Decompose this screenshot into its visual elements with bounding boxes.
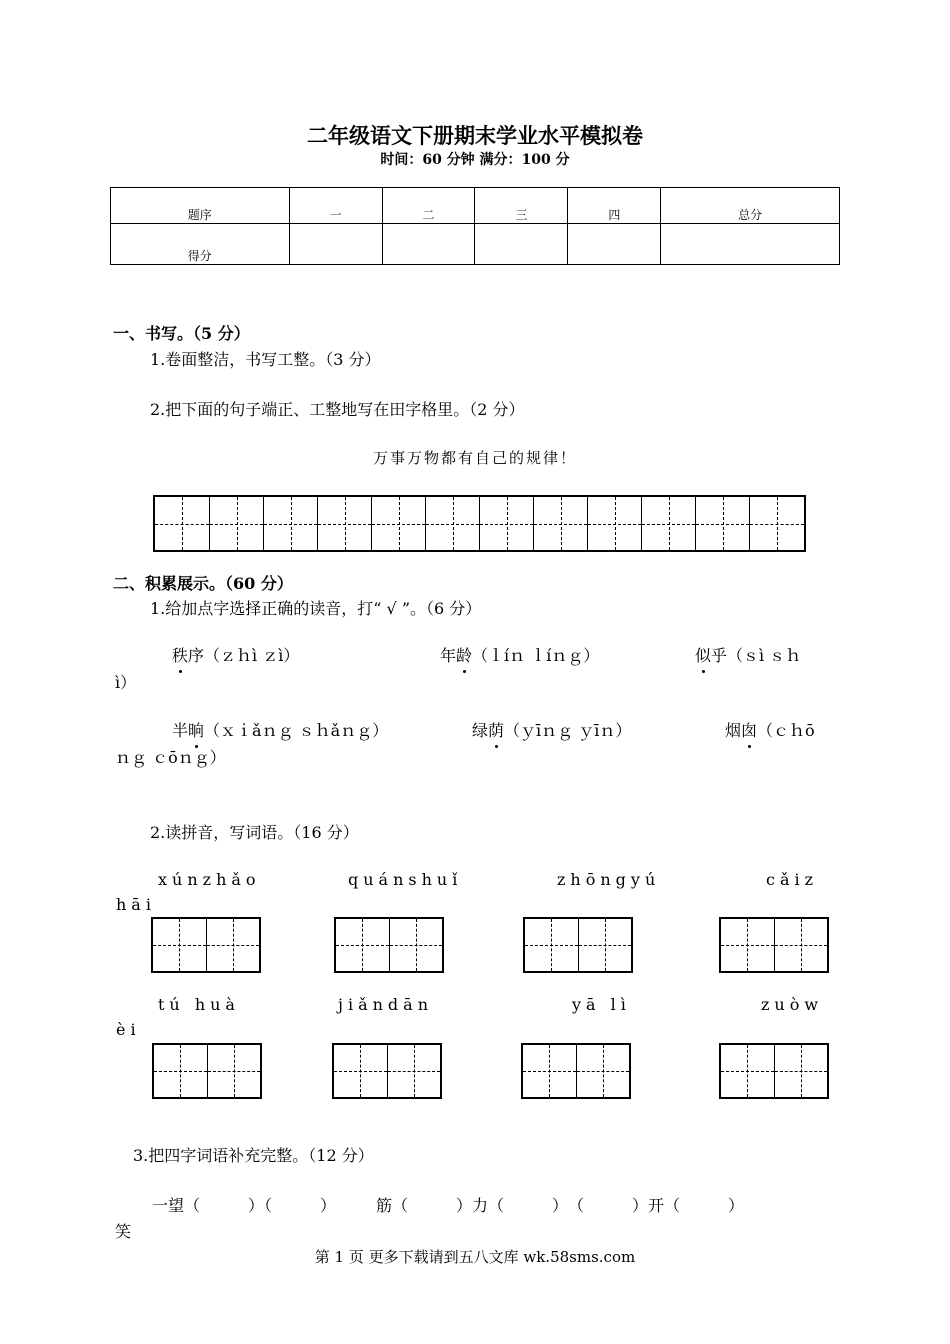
pinyin-label: zuòw	[761, 995, 824, 1014]
pinyin-label: cǎiz	[766, 870, 819, 889]
tianzige-cell[interactable]	[749, 497, 804, 550]
word-grid[interactable]	[152, 1043, 262, 1099]
tianzige-cell[interactable]	[317, 497, 371, 550]
tianzige-cell[interactable]	[153, 919, 206, 971]
tianzige-cell[interactable]	[207, 1045, 260, 1097]
idiom-fill-wrap: 笑	[115, 1222, 132, 1241]
tianzige-cell[interactable]	[523, 1045, 576, 1097]
pinyin-label: xúnzhǎo	[158, 870, 261, 889]
tianzige-cell[interactable]	[533, 497, 587, 550]
score-header-cell: 二	[382, 188, 475, 224]
tianzige-cell[interactable]	[371, 497, 425, 550]
pinyin-label-wrap: èi	[116, 1020, 141, 1039]
word-grid[interactable]	[332, 1043, 442, 1099]
tianzige-cell[interactable]	[479, 497, 533, 550]
score-cell[interactable]	[661, 224, 840, 265]
tianzige-cell[interactable]	[263, 497, 317, 550]
pronunciation-item[interactable]: 秩序（ｚｈì ｚì）	[172, 643, 299, 666]
word-grid[interactable]	[334, 917, 444, 973]
tianzige-cell[interactable]	[576, 1045, 629, 1097]
pronunciation-item[interactable]: 半晌（ｘｉǎｎｇ ｓｈǎｎｇ）	[172, 718, 388, 741]
pinyin-label: jiǎndān	[338, 995, 434, 1014]
score-cell[interactable]	[382, 224, 475, 265]
pronunciation-item[interactable]: 年龄（ｌíｎ ｌíｎｇ）	[440, 643, 599, 666]
tianzige-cell[interactable]	[774, 1045, 827, 1097]
pinyin-label-wrap: hāi	[116, 895, 156, 914]
score-table-header-row	[111, 188, 840, 224]
tianzige-cell[interactable]	[525, 919, 578, 971]
section1-heading: 一、书写。（5 分）	[113, 324, 250, 343]
tianzige-cell[interactable]	[387, 1045, 440, 1097]
tianzige-cell[interactable]	[774, 919, 827, 971]
pinyin-label: tú huà	[158, 995, 240, 1014]
exam-info: 时间：60 分钟 满分：100 分	[380, 152, 570, 168]
tianzige-cell[interactable]	[641, 497, 695, 550]
tianzige-cell[interactable]	[425, 497, 479, 550]
tianzige-cell[interactable]	[695, 497, 749, 550]
score-row-label: 得分	[111, 224, 290, 265]
section2-q2: 2.读拼音，写词语。（16 分）	[150, 823, 359, 842]
tianzige-cell[interactable]	[721, 1045, 774, 1097]
tianzige-cell[interactable]	[389, 919, 442, 971]
section2-q3: 3.把四字词语补充完整。（12 分）	[133, 1146, 374, 1165]
pronunciation-item-wrap: ｎｇ ｃōｎｇ）	[115, 748, 226, 767]
tianzige-cell[interactable]	[334, 1045, 387, 1097]
word-grid[interactable]	[719, 917, 829, 973]
section1-q1: 1.卷面整洁，书写工整。（3 分）	[150, 350, 381, 369]
tianzige-cell[interactable]	[587, 497, 641, 550]
section1-q2: 2.把下面的句子端正、工整地写在田字格里。（2 分）	[150, 400, 525, 419]
score-cell[interactable]	[568, 224, 661, 265]
word-grid[interactable]	[719, 1043, 829, 1099]
score-table-score-row	[111, 224, 840, 265]
tianzige-cell[interactable]	[721, 919, 774, 971]
word-grid[interactable]	[151, 917, 261, 973]
pronunciation-item-wrap: ì）	[115, 673, 137, 692]
score-header-cell: 一	[289, 188, 382, 224]
pinyin-label: zhōngyú	[557, 870, 661, 889]
tianzige-cell[interactable]	[206, 919, 259, 971]
tianzige-cell[interactable]	[578, 919, 631, 971]
pinyin-label: yā lì	[572, 995, 631, 1014]
tianzige-grid-sentence[interactable]	[153, 495, 806, 552]
idiom-fill-line[interactable]: 一望（ ）（ ） 筋（ ）力（ ） （ ）开（ ）	[152, 1196, 745, 1215]
score-table	[110, 187, 840, 265]
section2-q1: 1.给加点字选择正确的读音，打“ √ ”。（6 分）	[150, 599, 482, 618]
tianzige-cell[interactable]	[154, 1045, 207, 1097]
pronunciation-item[interactable]: 似乎（ｓì ｓｈ	[695, 643, 801, 666]
pronunciation-item[interactable]: 烟囱（ｃｈō	[725, 718, 815, 741]
word-grid[interactable]	[521, 1043, 631, 1099]
score-header-cell: 总分	[661, 188, 840, 224]
tianzige-cell[interactable]	[336, 919, 389, 971]
page-footer: 第 1 页 更多下载请到五八文库 wk.58sms.com	[314, 1248, 636, 1266]
pinyin-label: quánshuǐ	[348, 870, 463, 889]
score-header-cell: 四	[568, 188, 661, 224]
word-grid[interactable]	[523, 917, 633, 973]
section2-heading: 二、积累展示。（60 分）	[113, 574, 293, 593]
pronunciation-item[interactable]: 绿荫（ｙīｎｇ ｙīｎ）	[472, 718, 631, 741]
score-cell[interactable]	[475, 224, 568, 265]
score-header-cell: 三	[475, 188, 568, 224]
tianzige-cell[interactable]	[209, 497, 263, 550]
page-title: 二年级语文下册期末学业水平模拟卷	[307, 123, 643, 148]
score-header-cell: 题序	[111, 188, 290, 224]
score-cell[interactable]	[289, 224, 382, 265]
copy-sentence: 万事万物都有自己的规律！	[372, 449, 577, 467]
tianzige-cell[interactable]	[155, 497, 209, 550]
